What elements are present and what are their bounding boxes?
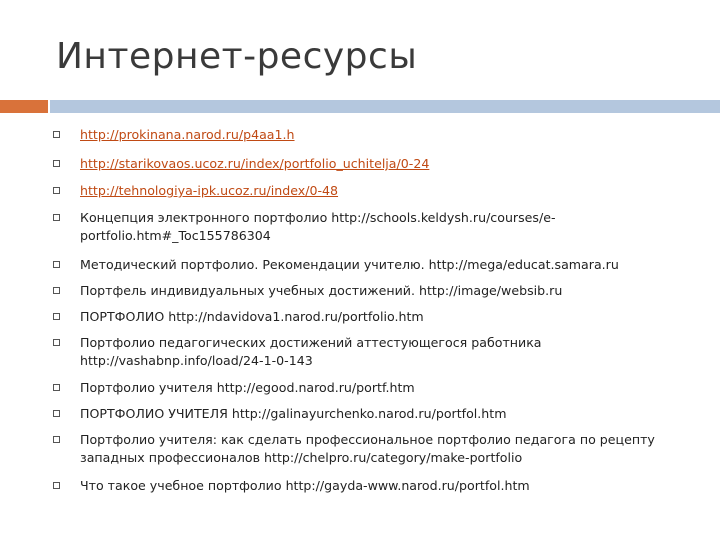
square-bullet-icon [53, 410, 60, 417]
resource-text: Методический портфолио. Рекомендации учителю. http://mega/educat.samara.ru [80, 257, 619, 272]
list-item[interactable] [52, 155, 692, 173]
list-item [52, 282, 692, 300]
square-bullet-icon [53, 261, 60, 268]
resource-text: ПОРТФОЛИО УЧИТЕЛЯ http://galinayurchenko.narod.ru/portfol.htm [80, 406, 507, 421]
resource-link[interactable]: http://starikovaos.ucoz.ru/index/portfolio_uchitelja/0-24 [80, 156, 430, 171]
resource-text: Портфолио педагогических достижений аттестующегося работника http://vashabnp.info/load/24-1-0-143 [80, 335, 542, 368]
list-item [52, 379, 692, 397]
resource-text: Концепция электронного портфолио http://schools.keldysh.ru/courses/e-portfolio.htm#_Toc155786304 [80, 210, 556, 243]
resource-link[interactable]: http://tehnologiya-ipk.ucoz.ru/index/0-48 [80, 183, 339, 198]
resource-text: ПОРТФОЛИО http://ndavidova1.narod.ru/portfolio.htm [80, 309, 424, 324]
list-item [52, 477, 692, 495]
list-item [52, 256, 692, 274]
resource-text: Портфель индивидуальных учебных достижений. http://image/websib.ru [80, 283, 563, 298]
square-bullet-icon [53, 131, 60, 138]
square-bullet-icon [53, 482, 60, 489]
title-rule-bar [50, 100, 720, 113]
slide-title: Интернет-ресурсы [56, 36, 418, 77]
resource-text: Что такое учебное портфолио http://gayda-www.narod.ru/portfol.htm [80, 478, 530, 493]
square-bullet-icon [53, 214, 60, 221]
square-bullet-icon [53, 313, 60, 320]
square-bullet-icon [53, 287, 60, 294]
square-bullet-icon [53, 187, 60, 194]
list-item [52, 405, 692, 423]
list-item [52, 308, 692, 326]
resource-text: Портфолио учителя: как сделать профессиональное портфолио педагога по рецепту западных профессионалов http://chelpro.ru/category/make-portfolio [80, 432, 655, 465]
list-item [52, 334, 692, 370]
list-item[interactable] [52, 182, 692, 200]
square-bullet-icon [53, 384, 60, 391]
square-bullet-icon [53, 436, 60, 443]
resource-text: Портфолио учителя http://egood.narod.ru/portf.htm [80, 380, 415, 395]
square-bullet-icon [53, 160, 60, 167]
list-item [52, 431, 692, 467]
resource-link[interactable]: http://prokinana.narod.ru/p4aa1.h [80, 127, 295, 142]
list-item [52, 209, 692, 245]
list-item[interactable] [52, 126, 692, 144]
title-rule-accent [0, 100, 48, 113]
square-bullet-icon [53, 339, 60, 346]
